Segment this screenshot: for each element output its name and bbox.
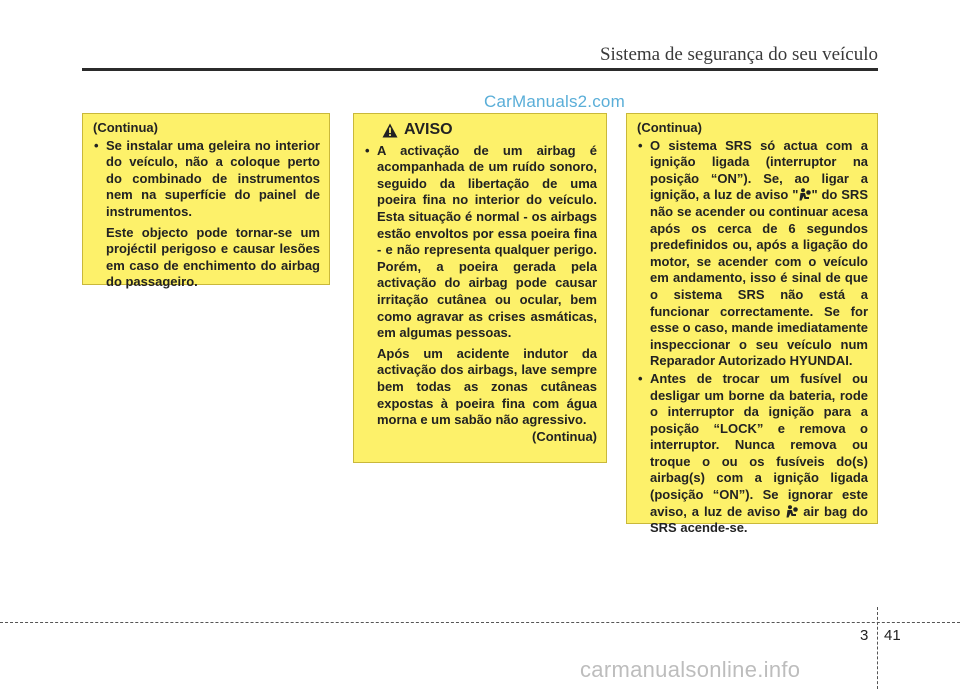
footer-divider [0, 622, 960, 623]
srs-bullet-text: O sistema SRS só actua com a ignição ligada (interruptor na posição “ON”). Se, ao ligar a ignição, a luz de aviso " [650, 137, 868, 203]
caution-bullet: • Se instalar uma geleira no interior do veículo, não a coloque perto do combinado de instrumentos nem na superfície do painel de instrumentos. [93, 138, 320, 221]
srs-bullet-text: " do SRS não se acender ou continuar acesa após os cerca de 6 segundos predefinidos ou, após a ligação do motor, se acender com o veículo em andamento, isso é sinal de que o sistema SRS não está a funcionar correctamente. Se for esse o caso, mande imediatamente inspeccionar o seu veículo num Reparador Autorizado HYUNDAI. [650, 187, 868, 369]
warning-list [364, 143, 597, 342]
watermark-bottom: carmanualsonline.info [580, 657, 801, 682]
continued-caution-box [82, 113, 330, 290]
warning-triangle-icon [382, 123, 398, 138]
srs-bullet-text: Antes de trocar um fusível ou desligar um borne da bateria, rode o interruptor da ignição para a posição “LOCK” e remova o interruptor. Nunca remova ou troque o ou os fusíveis do(s) airbag(s) com a ignição ligada (posição “ON”). Se ignorar este aviso, a luz de aviso [650, 370, 868, 519]
header-divider [82, 68, 878, 71]
watermark-link[interactable]: CarManuals2.com [484, 92, 625, 111]
airbag-warning-icon [798, 188, 811, 201]
warning-box [353, 113, 607, 463]
warning-subparagraph: Após um acidente indutor da activação dos airbags, lave sempre bem todas as zonas cutâneas expostas à poeira fina com água morna e um sabão não agressivo. [377, 345, 597, 428]
continued-label: (Continua) [532, 428, 597, 444]
continued-label: (Continua) [93, 120, 158, 135]
continued-srs-box [626, 113, 878, 536]
airbag-warning-icon [785, 505, 798, 518]
warning-bullet: • A activação de um airbag é acompanhada de um ruído sonoro, seguido da libertação de uma poeira fina no interior do veículo. Esta situação é normal - os airbags estão envoltos por essa poeira fina - e não representa qualquer perigo. Porém, a poeira gerada pela activação do airbag pode causar irritação cutânea ou ocular, bem como agravar as crises asmáticas, em algumas pessoas. [364, 143, 597, 342]
caution-list [93, 138, 320, 221]
srs-bullet-fuse [637, 371, 868, 537]
footer-vertical-divider [877, 607, 878, 689]
srs-list [637, 138, 868, 537]
page-number: 41 [884, 627, 901, 644]
warning-header [382, 122, 597, 139]
srs-bullet-ignition [637, 138, 868, 370]
section-number: 3 [860, 627, 869, 644]
continued-label: (Continua) [637, 120, 702, 135]
page-header-title: Sistema de segurança do seu veículo [599, 44, 878, 65]
caution-subparagraph: Este objecto pode tornar-se um projéctil perigoso e causar lesões em caso de enchimento do airbag do passageiro. [106, 224, 320, 290]
srs-bullet-text: air bag do SRS acende-se. [650, 503, 868, 536]
warning-title: AVISO [404, 121, 453, 138]
